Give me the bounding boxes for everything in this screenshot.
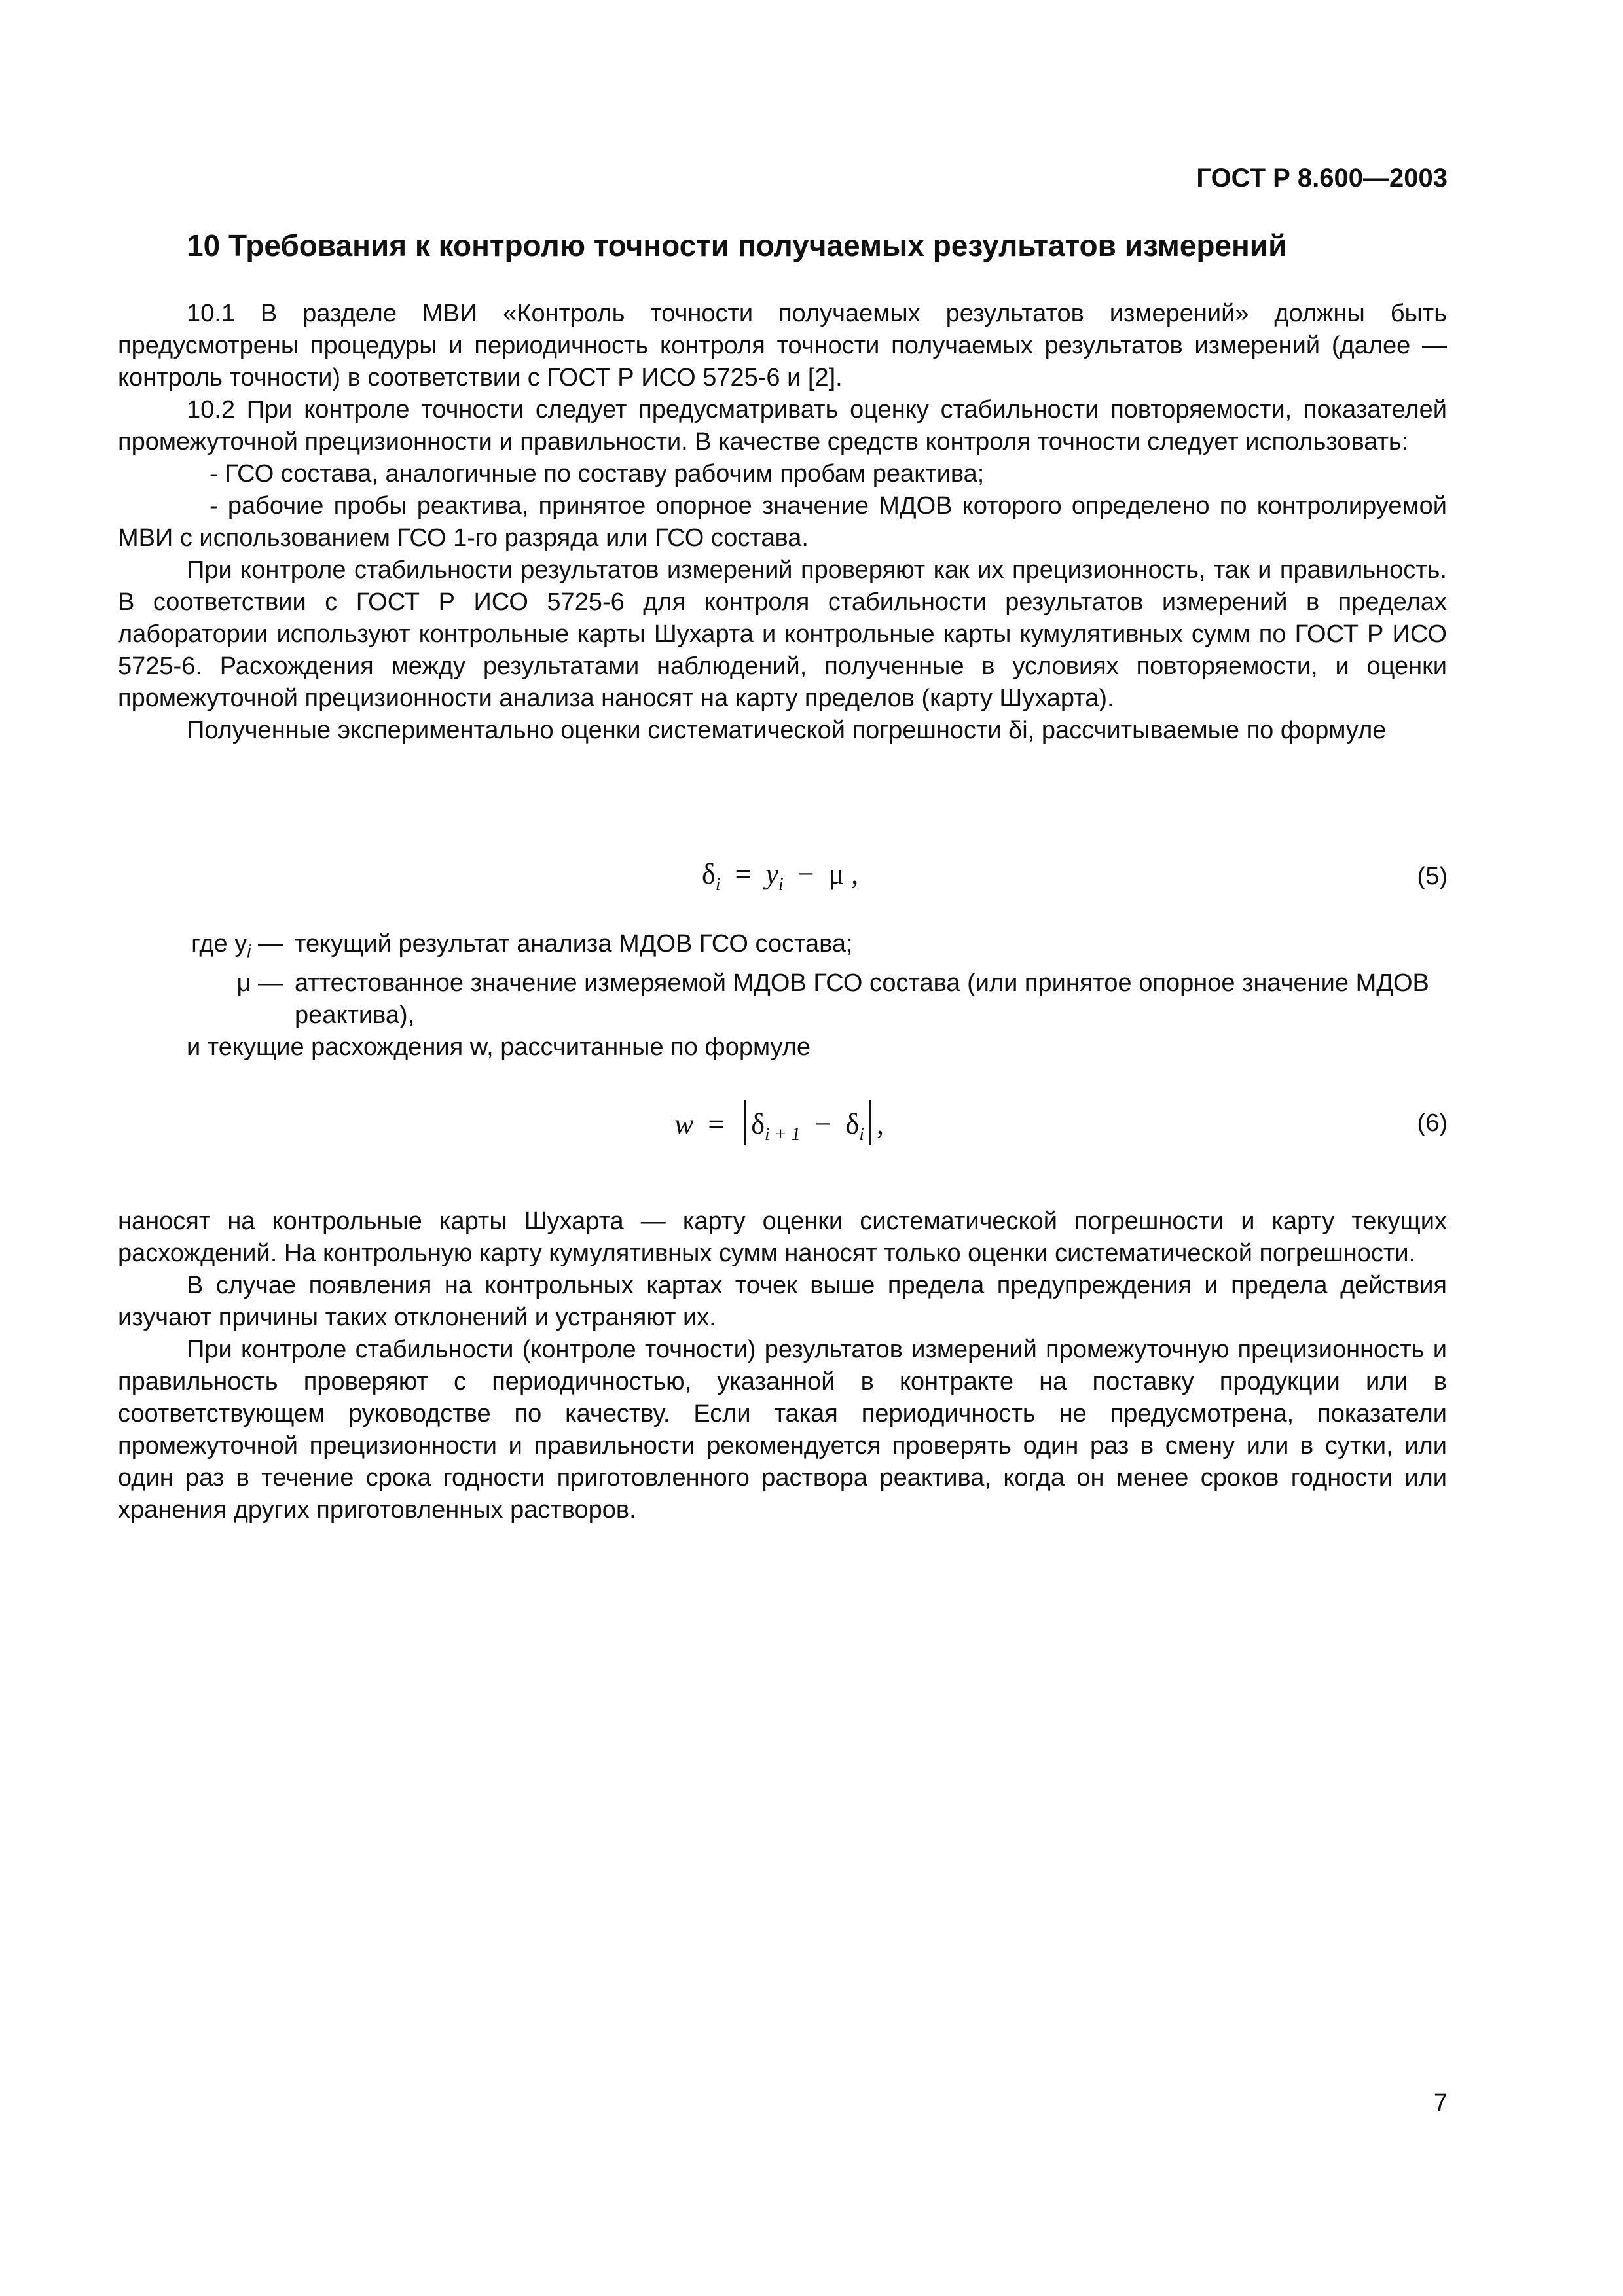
mu-symbol: μ (828, 858, 845, 890)
equation-number-5: (5) (1417, 863, 1448, 890)
where-row-mu: μ — аттестованное значение измеряемой МДОВ ГСО состава (или принятое опорное значение МДОВ реактива), (118, 967, 1447, 1031)
where-block (118, 928, 1447, 1064)
formula-6: $w = \delta_{i + 1} - \delta_i$ , (674, 1100, 884, 1145)
paragraph-systematic-error: Полученные экспериментально оценки систематической погрешности δi, рассчитываемые по формуле (187, 717, 1387, 744)
body-bottom (118, 1206, 1447, 1526)
paragraph-warning-limits: В случае появления на контрольных картах точек выше предела предупреждения и предела действия изучают причины таких отклонений и устраняют их. (118, 1272, 1447, 1331)
paragraph-10-1: 10.1 В разделе МВИ «Контроль точности получаемых результатов измерений» должны быть предусмотрены процедуры и периодичность контроля точности получаемых результатов измерений (далее — контроль точности) в соответствии с ГОСТ Р ИСО 5725-6 и [2]. (118, 300, 1447, 391)
delta-symbol: δ (702, 858, 716, 890)
body-top (118, 298, 1447, 747)
section-title: 10 Требования к контролю точности получаемых результатов измерений (187, 228, 1287, 262)
paragraph-control-charts: наносят на контрольные карты Шухарта — карту оценки систематической погрешности и карту текущих расхождений. На контрольную карту кумулятивных сумм наносят только оценки систематической погрешности. (118, 1208, 1447, 1267)
equation-number-6: (6) (1417, 1109, 1448, 1137)
mu-description: аттестованное значение измеряемой МДОВ ГСО состава (или принятое опорное значение МДОВ реактива), (295, 969, 1429, 1029)
abs-bar-left (744, 1100, 746, 1145)
page-number: 7 (1433, 2089, 1448, 2117)
paragraph-periodicity: При контроле стабильности (контроле точности) результатов измерений промежуточную прецизионность и правильность проверяют с периодичностью, указанной в контракте на поставку продукции или в соответствующем руководстве по качеству. Если такая периодичность не предусмотрена, показатели промежуточной прецизионности и правильности рекомендуется проверять один раз в смену или в сутки, или один раз в течение срока годности приготовленного раствора реактива, когда он менее сроков годности или хранения других приготовленных растворов. (118, 1336, 1447, 1524)
paragraph-10-2: 10.2 При контроле точности следует предусматривать оценку стабильности повторяемости, показателей промежуточной прецизионности и правильности. В качестве средств контроля точности следует использовать: (118, 396, 1447, 456)
paragraph-stability: При контроле стабильности результатов измерений проверяют как их прецизионность, так и правильность. В соответствии с ГОСТ Р ИСО 5725-6 для контроля стабильности результатов измерений в пределах лаборатории используют контрольные карты Шухарта и контрольные карты кумулятивных сумм по ГОСТ Р ИСО 5725-6. Расхождения между результатами наблюдений, полученные в условиях повторяемости, и оценки промежуточной прецизионности анализа наносят на карту пределов (карту Шухарта). (118, 556, 1447, 712)
y-description: текущий результат анализа МДОВ ГСО состава; (295, 930, 853, 958)
formula-5: $\delta_i = y_i - \mu$ , (702, 858, 859, 895)
list-item-working-samples: - рабочие пробы реактива, принятое опорное значение МДОВ которого определено по контролируемой МВИ с использованием ГСО 1-го разряда или ГСО состава. (118, 492, 1447, 552)
list-item-gso: - ГСО состава, аналогичные по составу рабочим пробам реактива; (210, 460, 985, 488)
where-row-y: где $y_i$ — текущий результат анализа МДОВ ГСО состава; (118, 928, 1447, 967)
document-code: ГОСТ Р 8.600—2003 (1196, 164, 1448, 192)
abs-bar-right (869, 1100, 871, 1145)
where-note: и текущие расхождения w, рассчитанные по формуле (187, 1033, 811, 1061)
